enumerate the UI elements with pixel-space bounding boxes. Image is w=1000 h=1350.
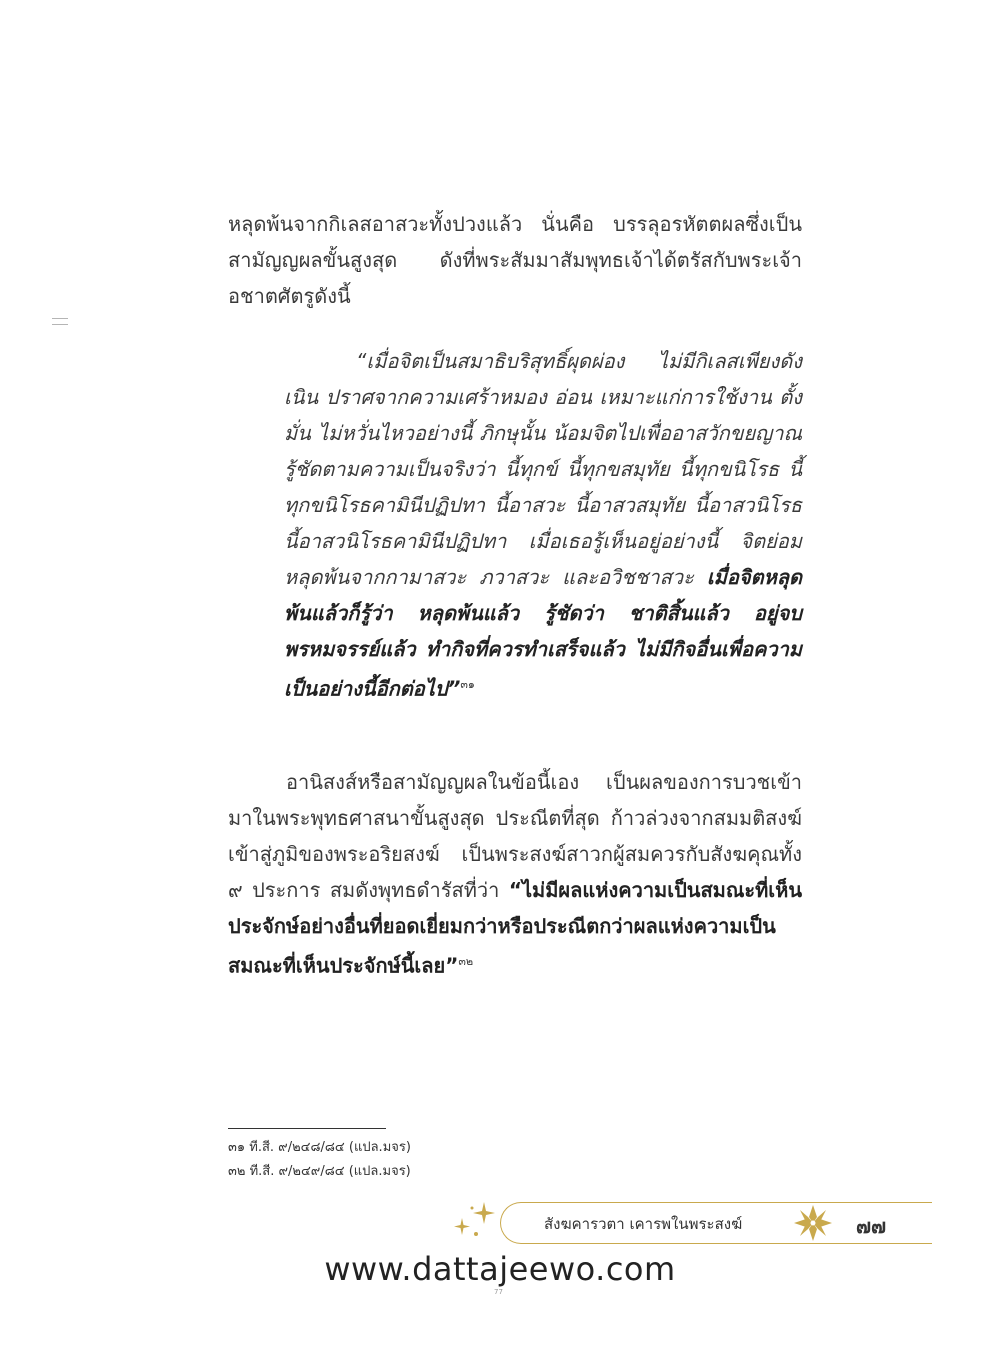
paragraph-1-text: หลุดพ้นจากกิเลสอาสวะทั้งปวงแล้ว นั่นคือ บรรลุอรหัตตผลซึ่งเป็นสามัญญผลขั้นสูงสุด ดังที่พระสัมมาสัมพุทธเจ้าได้ตรัสกับพระเจ้าอชาตศัตรูดังนี้: [228, 212, 802, 308]
footnote-divider: [228, 1128, 386, 1129]
page-number: ๗๗: [856, 1214, 887, 1238]
footnote-31: ๓๑ ที.สี. ๙/๒๔๘/๘๔ (แปล.มจร): [228, 1140, 411, 1155]
quote-regular-text: “เมื่อจิตเป็นสมาธิบริสุทธิ์ผุดผ่อง ไม่มีกิเลสเพียงดังเนิน ปราศจากความเศร้าหมอง อ่อน เหมาะแก่การใช้งาน ตั้งมั่น ไม่หวั่นไหวอย่างนี้ ภิกษุนั้น น้อมจิตไปเพื่ออาสวักขยญาณ รู้ชัดตามความเป็นจริงว่า นี้ทุกข์ นี้ทุกขสมุทัย นี้ทุกขนิโรธ นี้ทุกขนิโรธคามินีปฏิปทา นี้อาสวะ นี้อาสวสมุทัย นี้อาสวนิโรธ นี้อาสวนิโรธคามินีปฏิปทา เมื่อเธอรู้เห็นอยู่อย่างนี้ จิตย่อมหลุดพ้นจากกามาสวะ ภวาสวะ และอวิชชาสวะ: [284, 349, 802, 589]
margin-mark: [52, 318, 68, 325]
small-page-number: 77: [494, 1288, 503, 1296]
body-paragraph-1: [228, 206, 802, 314]
footnotes: [228, 1136, 411, 1184]
footnote-32: ๓๒ ที.สี. ๙/๒๔๙/๘๔ (แปล.มจร): [228, 1164, 411, 1179]
footer-chapter-title: สังฆคารวตา เคารพในพระสงฆ์: [544, 1215, 743, 1233]
buddha-quote-block: [284, 343, 802, 707]
quote-reference-mark: ๓๑: [460, 678, 475, 691]
paragraph-2-reference-mark: ๓๒: [458, 955, 474, 968]
body-paragraph-2: [228, 764, 802, 984]
quote-bold-text: เมื่อจิตหลุดพ้นแล้วก็รู้ว่า หลุดพ้นแล้ว รู้ชัดว่า ชาติสิ้นแล้ว อยู่จบพรหมจรรย์แล้ว ทำกิจที่ควรทำเสร็จแล้ว ไม่มีกิจอื่นเพื่อความเป็นอย่างนี้อีกต่อไป”: [284, 565, 802, 701]
paragraph-2-bold-text: “ไม่มีผลแห่งความเป็นสมณะที่เห็นประจักษ์อย่างอื่นที่ยอดเยี่ยมกว่าหรือประณีตกว่าผลแห่งความเป็นสมณะที่เห็นประจักษ์นี้เลย”: [228, 878, 803, 978]
flower-ornament-icon: [790, 1203, 836, 1243]
sparkle-ornament-icon: [450, 1198, 496, 1244]
website-url: www.dattajeewo.com: [324, 1250, 676, 1288]
paragraph-2-regular-text: อานิสงส์หรือสามัญญผลในข้อนี้เอง เป็นผลของการบวชเข้ามาในพระพุทธศาสนาขั้นสูงสุด ประณีตที่สุด ก้าวล่วงจากสมมติสงฆ์เข้าสู่ภูมิของพระอริยสงฆ์ เป็นพระสงฆ์สาวกผู้สมควรกับสังฆคุณทั้ง ๙ ประการ สมดังพุทธดำรัสที่ว่า: [228, 770, 802, 902]
